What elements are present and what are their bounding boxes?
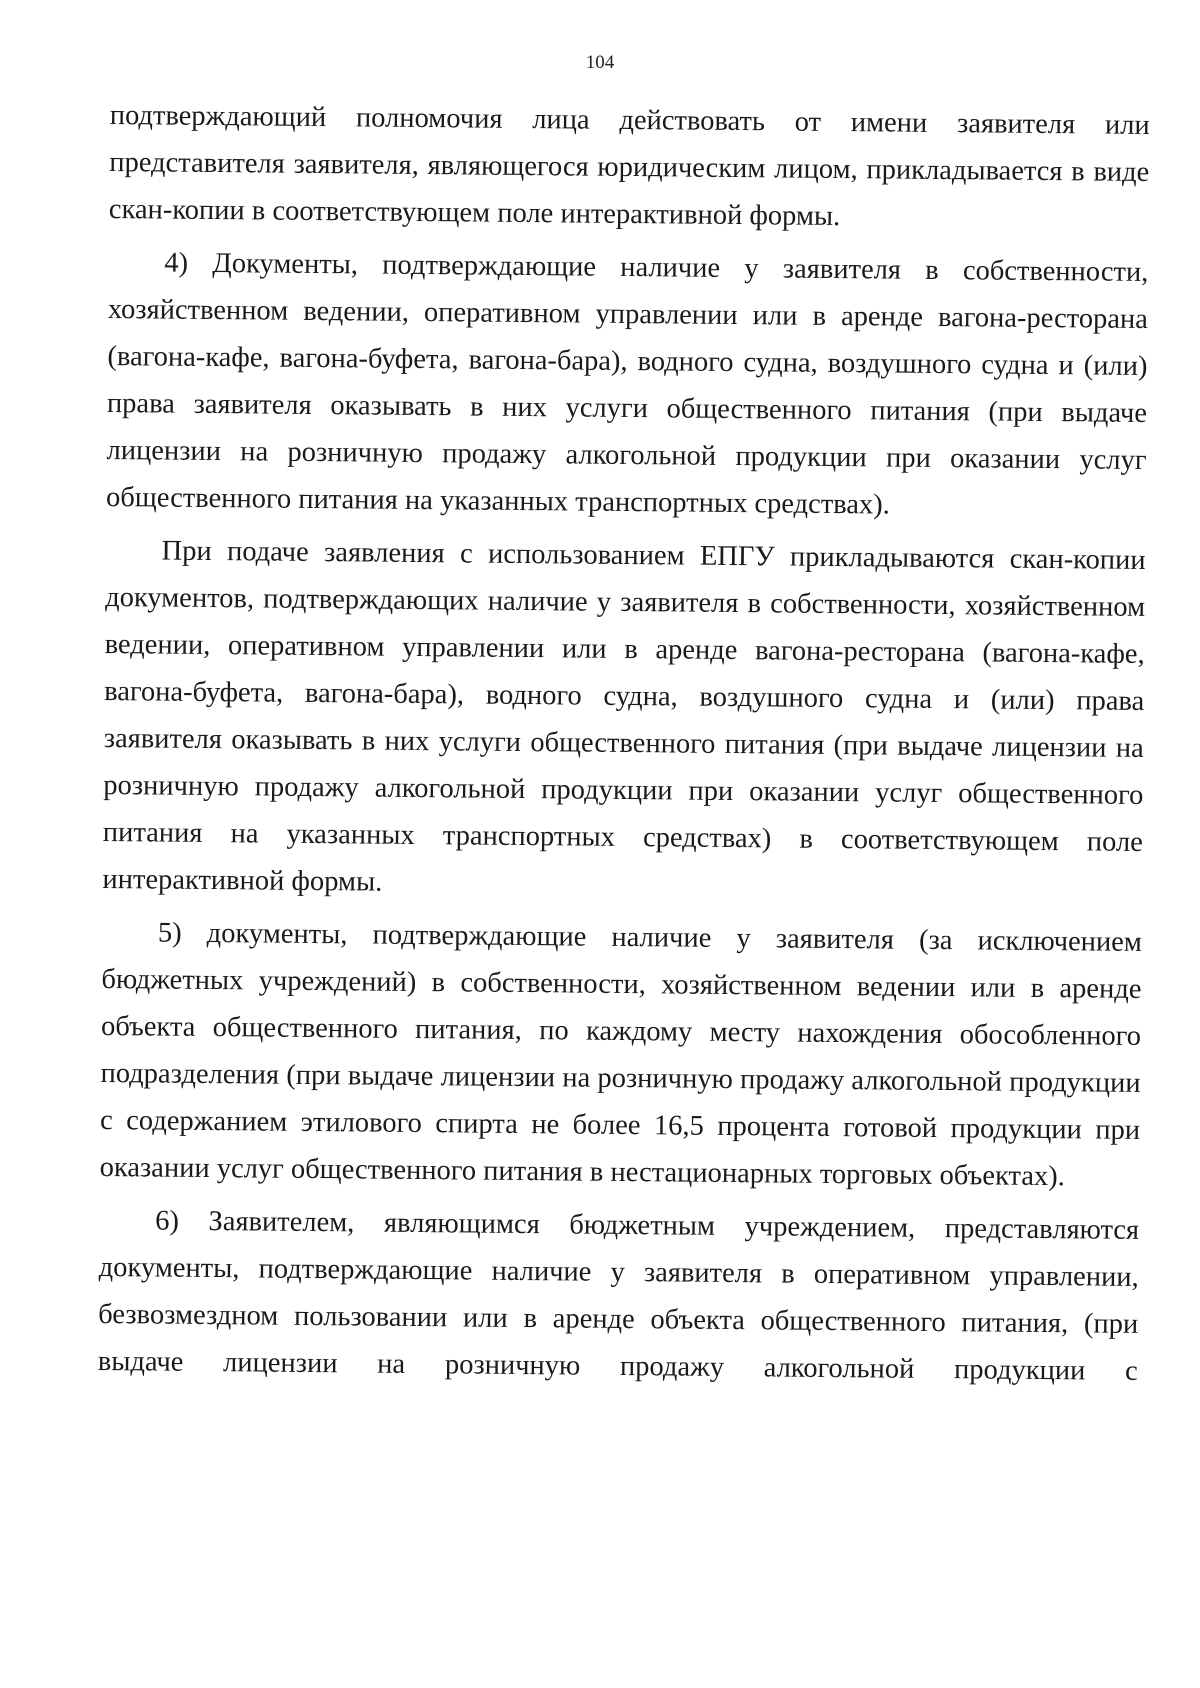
paragraph-continuation: подтверждающий полномочия лица действовать от имени заявителя или представителя заявителя, являющегося юридическим лицом, прикладывается в виде скан-копии в соответствующем поле интерактивной формы. bbox=[108, 99, 1150, 233]
page-number: 104 bbox=[585, 52, 615, 73]
paragraph-item-5: 5) документы, подтверждающие наличие у заявителя (за исключением бюджетных учреждений) в собственности, хозяйственном ведении или в аренде объекта общественного питания, по каждому месту нахождения обособленного подразделения (при выдаче лицензии на розничную продажу алкогольной продукции с содержанием этилового спирта не более 16,5 процента готовой продукции при оказании услуг общественного питания в нестационарных торговых объектах). bbox=[99, 917, 1143, 1193]
document-body bbox=[98, 92, 1150, 1401]
paragraph-item-6: 6) Заявителем, являющимся бюджетным учреждением, представляются документы, подтверждающие наличие у заявителя в оперативном управлении, безвозмездном пользовании или в аренде объекта общественного питания, (при выдаче лицензии на розничную продажу алкогольной продукции с bbox=[97, 1205, 1140, 1387]
paragraph-item-4: 4) Документы, подтверждающие наличие у заявителя в собственности, хозяйственном ведении, оперативном управлении или в аренде вагона-ресторана (вагона-кафе, вагона-буфета, вагона-бара), водного судна, воздушного судна и (или) права заявителя оказывать в них услуги общественного питания (при выдаче лицензии на розничную продажу алкогольной продукции при оказании услуг общественного питания на указанных транспортных средствах). bbox=[105, 247, 1149, 521]
paragraph-epgu-submission: При подаче заявления с использованием ЕПГУ прикладываются скан-копии документов, подтверждающих наличие у заявителя в собственности, хозяйственном ведении, оперативном управлении или в аренде вагона-ресторана (вагона-кафе, вагона-буфета, вагона-бара), водного судна, воздушного судна и (или) права заявителя оказывать в них услуги общественного питания (при выдаче лицензии на розничную продажу алкогольной продукции при оказании услуг общественного питания на указанных транспортных средствах) в соответствующем поле интерактивной формы. bbox=[102, 535, 1146, 898]
